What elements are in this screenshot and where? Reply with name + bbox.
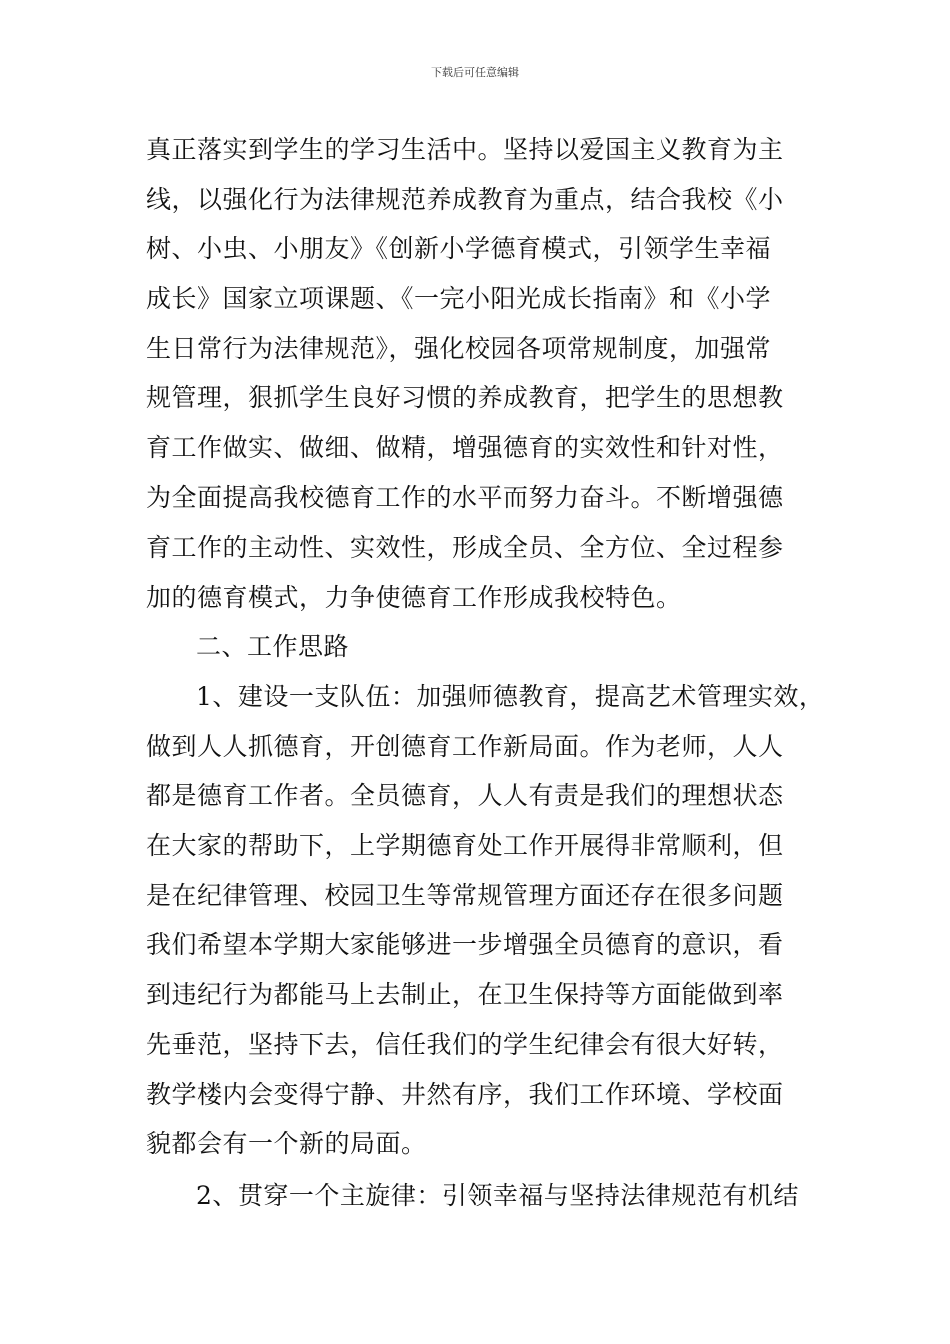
body-line: 我们希望本学期大家能够进一步增强全员德育的意识，看: [146, 930, 784, 959]
body-line: 教学楼内会变得宁静、井然有序，我们工作环境、学校面: [146, 1080, 784, 1109]
body-line: 貌都会有一个新的局面。: [146, 1129, 427, 1158]
body-line: 到违纪行为都能马上去制止，在卫生保持等方面能做到率: [146, 980, 784, 1009]
body-line: 2、贯穿一个主旋律：引领幸福与坚持法律规范有机结: [196, 1181, 799, 1210]
body-line: 真正落实到学生的学习生活中。坚持以爱国主义教育为主: [146, 135, 784, 164]
body-line: 1、建设一支队伍：加强师德教育，提高艺术管理实效，: [196, 682, 825, 711]
body-line: 为全面提高我校德育工作的水平而努力奋斗。不断增强德: [146, 483, 784, 512]
page-header: 下载后可任意编辑: [431, 66, 519, 79]
body-line: 加的德育模式，力争使德育工作形成我校特色。: [146, 583, 682, 612]
body-line: 生日常行为法律规范》，强化校园各项常规制度，加强常: [146, 334, 772, 363]
body-line: 线，以强化行为法律规范养成教育为重点，结合我校《小: [146, 185, 784, 214]
body-line: 育工作的主动性、实效性，形成全员、全方位、全过程参: [146, 533, 784, 562]
body-line: 规管理，狠抓学生良好习惯的养成教育，把学生的思想教: [146, 383, 784, 412]
body-line: 育工作做实、做细、做精，增强德育的实效性和针对性，: [146, 433, 784, 462]
body-line: 是在纪律管理、校园卫生等常规管理方面还存在很多问题: [146, 881, 784, 910]
body-line: 做到人人抓德育，开创德育工作新局面。作为老师，人人: [146, 732, 784, 761]
body-line: 成长》国家立项课题、《一完小阳光成长指南》和《小学: [146, 284, 772, 313]
body-line: 在大家的帮助下，上学期德育处工作开展得非常顺利，但: [146, 831, 784, 860]
body-line: 树、小虫、小朋友》《创新小学德育模式，引领学生幸福: [146, 234, 772, 263]
body-line: 都是德育工作者。全员德育，人人有责是我们的理想状态: [146, 781, 784, 810]
section-heading: 二、工作思路: [196, 632, 350, 661]
body-line: 先垂范，坚持下去，信任我们的学生纪律会有很大好转，: [146, 1030, 784, 1059]
